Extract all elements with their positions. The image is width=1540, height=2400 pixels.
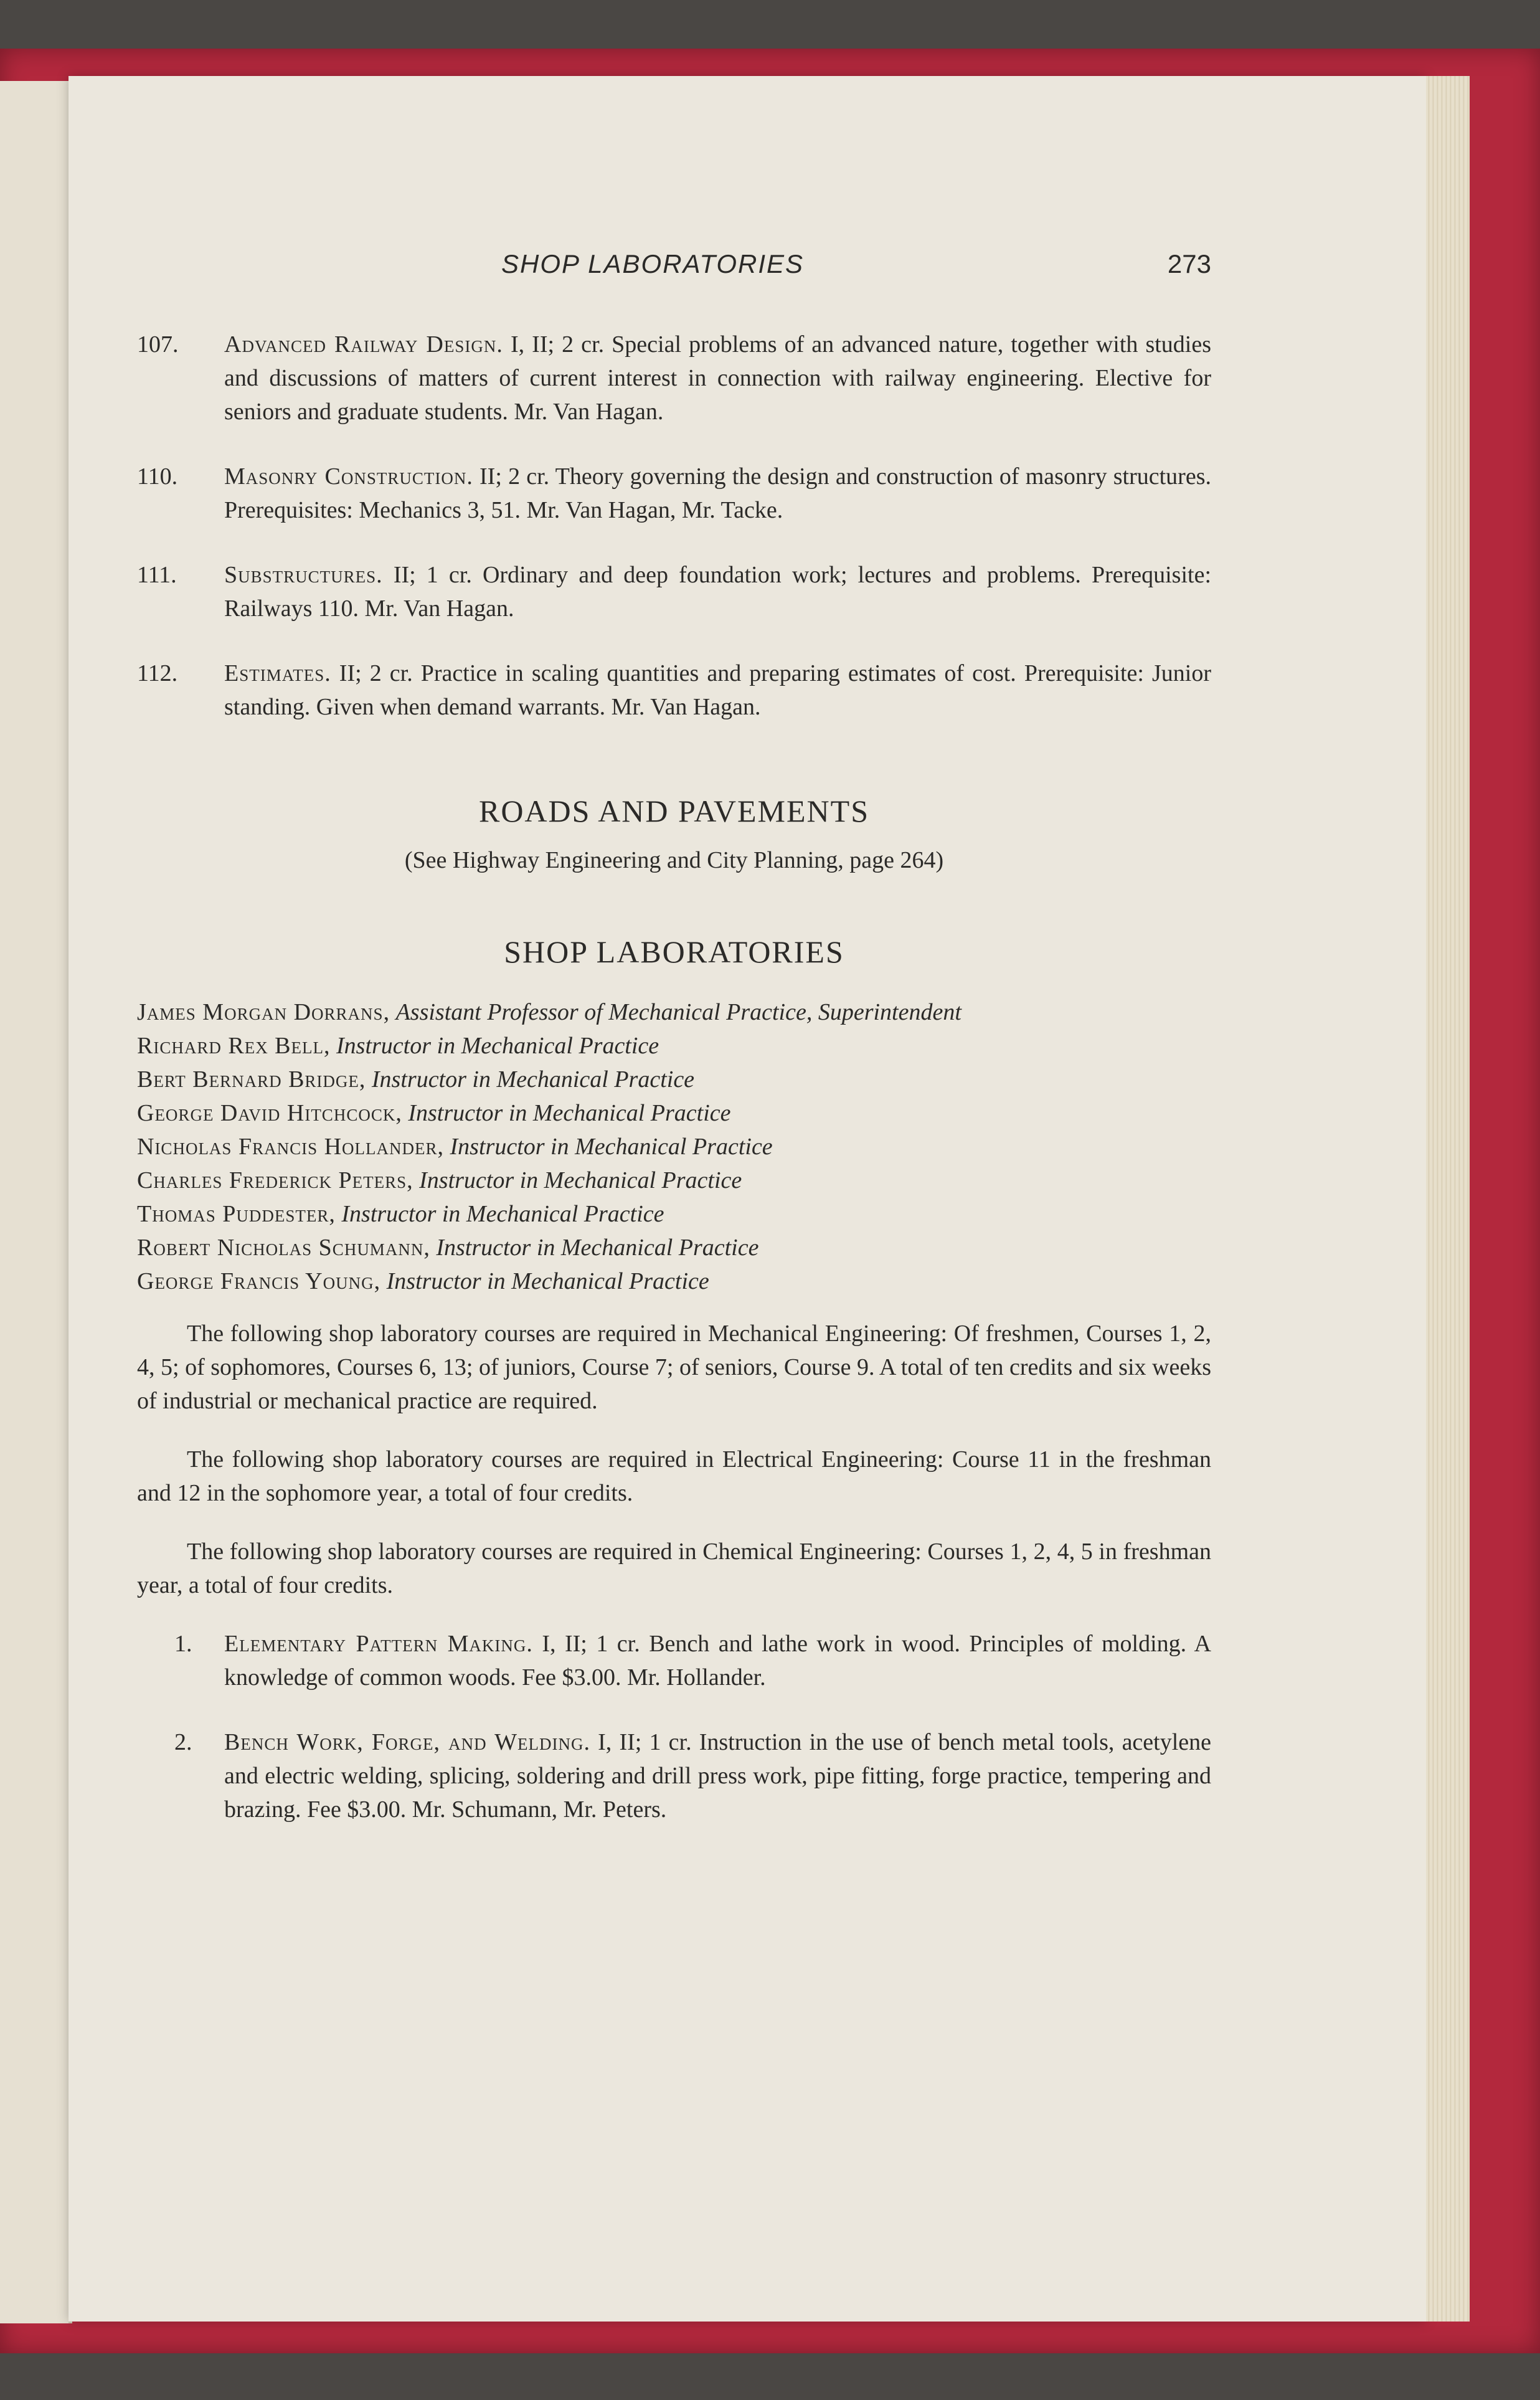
course-title: Masonry Construction. xyxy=(224,463,473,490)
roads-heading: ROADS AND PAVEMENTS xyxy=(478,794,870,828)
staff-title: Instructor in Mechanical Practice xyxy=(371,1066,695,1093)
staff-name: Nicholas Francis Hollander, xyxy=(137,1134,445,1160)
staff-member xyxy=(137,1264,1211,1298)
staff-title: Instructor in Mechanical Practice xyxy=(436,1235,759,1261)
staff-title: Instructor in Mechanical Practice xyxy=(408,1100,731,1126)
page-stack-edge xyxy=(1426,76,1470,2322)
staff-title: Instructor in Mechanical Practice xyxy=(419,1167,742,1193)
course-description: II; 2 cr. Practice in scaling quantities and preparing estimates of cost. Prerequisite: Junior standing. Given when demand warrants. Mr. Van Hagan. xyxy=(224,660,1211,720)
staff-member xyxy=(137,1164,1211,1197)
staff-title: Assistant Professor of Mechanical Practice, Superintendent xyxy=(395,999,961,1025)
course-title: Substructures. xyxy=(224,562,383,588)
shop-heading: SHOP LABORATORIES xyxy=(504,934,844,969)
staff-name: Robert Nicholas Schumann, xyxy=(137,1235,430,1261)
course-description: I, II; 1 cr. Bench and lathe work in wood. Principles of molding. A knowledge of common woods. Fee $3.00. Mr. Hollander. xyxy=(224,1631,1211,1691)
staff-member xyxy=(137,1197,1211,1231)
course-description: II; 2 cr. Theory governing the design and construction of masonry structures. Prerequisites: Mechanics 3, 51. Mr. Van Hagan, Mr. Tacke. xyxy=(224,463,1211,523)
staff-title: Instructor in Mechanical Practice xyxy=(336,1033,659,1059)
staff-title: Instructor in Mechanical Practice xyxy=(341,1201,664,1227)
course-title: Bench Work, Forge, and Welding. xyxy=(224,1729,590,1755)
course-entry-1 xyxy=(137,1627,1211,1694)
staff-member xyxy=(137,995,1211,1029)
course-number: 2. xyxy=(174,1729,192,1755)
staff-list xyxy=(137,995,1211,1298)
requirements-mechanical: The following shop laboratory courses are required in Mechanical Engineering: Of freshmen, Courses 1, 2, 4, 5; of sophomores, Courses 6, 13; of juniors, Course 7; of seniors, Course 9. A total of ten credits and six weeks of industrial or mechanical practice are required. xyxy=(137,1321,1211,1414)
course-description: I, II; 2 cr. Special problems of an advanced nature, together with studies and discussions of matters of current interest in connection with railway engineering. Elective for seniors and graduate students. Mr. Van Hagan. xyxy=(224,331,1212,425)
course-entry-111 xyxy=(137,558,1211,625)
staff-member xyxy=(137,1096,1211,1130)
course-number: 112. xyxy=(137,660,178,686)
staff-name: James Morgan Dorrans, xyxy=(137,999,390,1025)
staff-member xyxy=(137,1063,1211,1096)
staff-title: Instructor in Mechanical Practice xyxy=(450,1134,773,1160)
staff-name: Richard Rex Bell, xyxy=(137,1033,331,1059)
course-number: 107. xyxy=(137,331,179,358)
staff-name: Charles Frederick Peters, xyxy=(137,1167,413,1193)
course-description: II; 1 cr. Ordinary and deep foundation work; lectures and problems. Prerequisite: Railways 110. Mr. Van Hagan. xyxy=(224,562,1212,622)
course-title: Estimates. xyxy=(224,660,331,686)
staff-name: Bert Bernard Bridge, xyxy=(137,1066,366,1093)
requirements-electrical: The following shop laboratory courses are required in Electrical Engineering: Course 11 in the freshman and 12 in the sophomore year, a total of four credits. xyxy=(137,1446,1211,1506)
course-entry-2 xyxy=(137,1725,1211,1826)
course-entry-112 xyxy=(137,657,1211,724)
course-entry-110 xyxy=(137,460,1211,527)
page-number: 273 xyxy=(1167,249,1211,278)
course-entry-107 xyxy=(137,328,1211,429)
course-number: 111. xyxy=(137,562,177,588)
roads-note: (See Highway Engineering and City Planning, page 264) xyxy=(404,847,944,873)
previous-page-edge xyxy=(0,81,72,2323)
running-head-title: SHOP LABORATORIES xyxy=(501,249,805,278)
requirements-chemical: The following shop laboratory courses are required in Chemical Engineering: Courses 1, 2, 4, 5 in freshman year, a total of four credits. xyxy=(137,1539,1211,1598)
staff-member xyxy=(137,1231,1211,1264)
staff-member xyxy=(137,1029,1211,1063)
course-title: Elementary Pattern Making. xyxy=(224,1631,533,1657)
staff-name: George David Hitchcock, xyxy=(137,1100,402,1126)
entries xyxy=(137,328,1211,1857)
running-head xyxy=(137,249,1211,287)
course-title: Advanced Railway Design. xyxy=(224,331,503,358)
course-description: I, II; 1 cr. Instruction in the use of bench metal tools, acetylene and electric welding, splicing, soldering and drill press work, pipe fitting, forge practice, tempering and brazing. Fee $3.00. Mr. Schumann, Mr. Peters. xyxy=(224,1729,1212,1823)
staff-title: Instructor in Mechanical Practice xyxy=(386,1268,709,1294)
staff-name: Thomas Puddester, xyxy=(137,1201,336,1227)
course-number: 110. xyxy=(137,463,178,490)
course-number: 1. xyxy=(174,1631,192,1657)
staff-member xyxy=(137,1130,1211,1164)
staff-name: George Francis Young, xyxy=(137,1268,381,1294)
